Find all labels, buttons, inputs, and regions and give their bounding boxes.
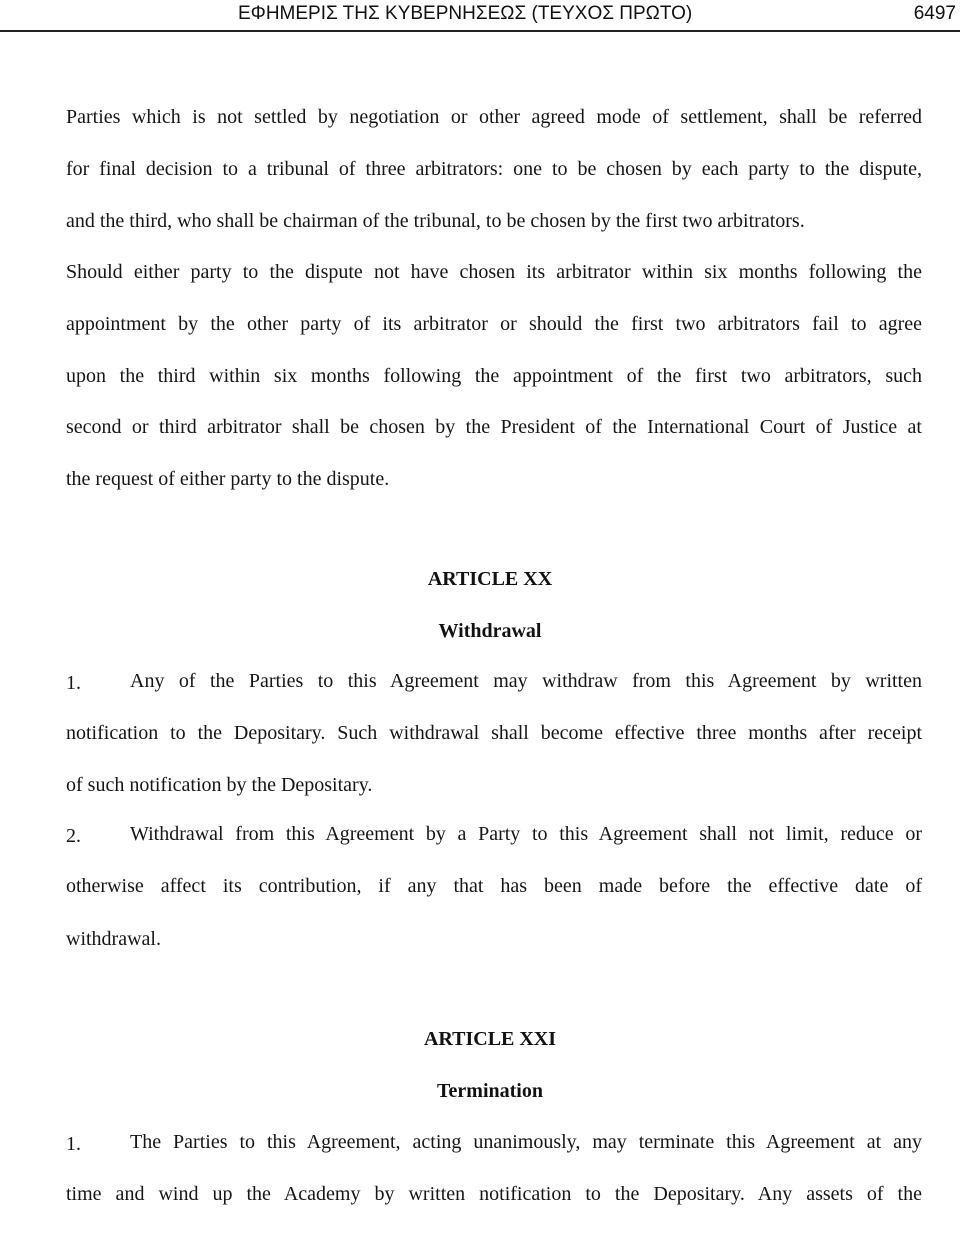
text-line: Withdrawal from this Agreement by a Party to this Agreement shall not limit, reduce or — [130, 823, 922, 845]
text-line: notification to the Depositary. Such withdrawal shall become effective three months after receipt — [66, 722, 922, 744]
text-line: of such notification by the Depositary. — [66, 774, 373, 796]
gazette-title: ΕΦΗΜΕΡΙΣ ΤΗΣ ΚΥΒΕΡΝΗΣΕΩΣ (ΤΕΥΧΟΣ ΠΡΩΤΟ) — [238, 3, 693, 24]
text-line: The Parties to this Agreement, acting unanimously, may terminate this Agreement at any — [130, 1131, 922, 1153]
article-xx-heading: ARTICLE XX — [427, 568, 553, 590]
text-line: second or third arbitrator shall be chosen by the President of the International Court of Justice at — [66, 416, 922, 438]
paragraph-number: 1. — [66, 672, 81, 694]
article-xx-subheading: Withdrawal — [438, 620, 542, 642]
text-line: otherwise affect its contribution, if any that has been made before the effective date of — [66, 875, 922, 897]
text-line: Parties which is not settled by negotiation or other agreed mode of settlement, shall be referred — [66, 106, 922, 128]
text-line: for final decision to a tribunal of three arbitrators: one to be chosen by each party to the dispute, — [66, 158, 922, 180]
text-line: upon the third within six months following the appointment of the first two arbitrators, such — [66, 365, 922, 387]
text-line: withdrawal. — [66, 928, 161, 950]
paragraph-number: 2. — [66, 825, 81, 847]
text-line: Any of the Parties to this Agreement may withdraw from this Agreement by written — [130, 670, 922, 692]
text-line: and the third, who shall be chairman of the tribunal, to be chosen by the first two arbitrators. — [66, 210, 805, 232]
page-header — [0, 0, 960, 32]
text-line: time and wind up the Academy by written notification to the Depositary. Any assets of the — [66, 1183, 922, 1205]
page-number: 6497 — [913, 3, 956, 24]
text-line: the request of either party to the dispute. — [66, 468, 390, 490]
text-line: appointment by the other party of its arbitrator or should the first two arbitrators fail to agree — [66, 313, 922, 335]
article-xxi-heading: ARTICLE XXI — [423, 1028, 557, 1050]
text-line: Should either party to the dispute not have chosen its arbitrator within six months following the — [66, 261, 922, 283]
article-xxi-subheading: Termination — [437, 1080, 543, 1102]
paragraph-number: 1. — [66, 1133, 81, 1155]
